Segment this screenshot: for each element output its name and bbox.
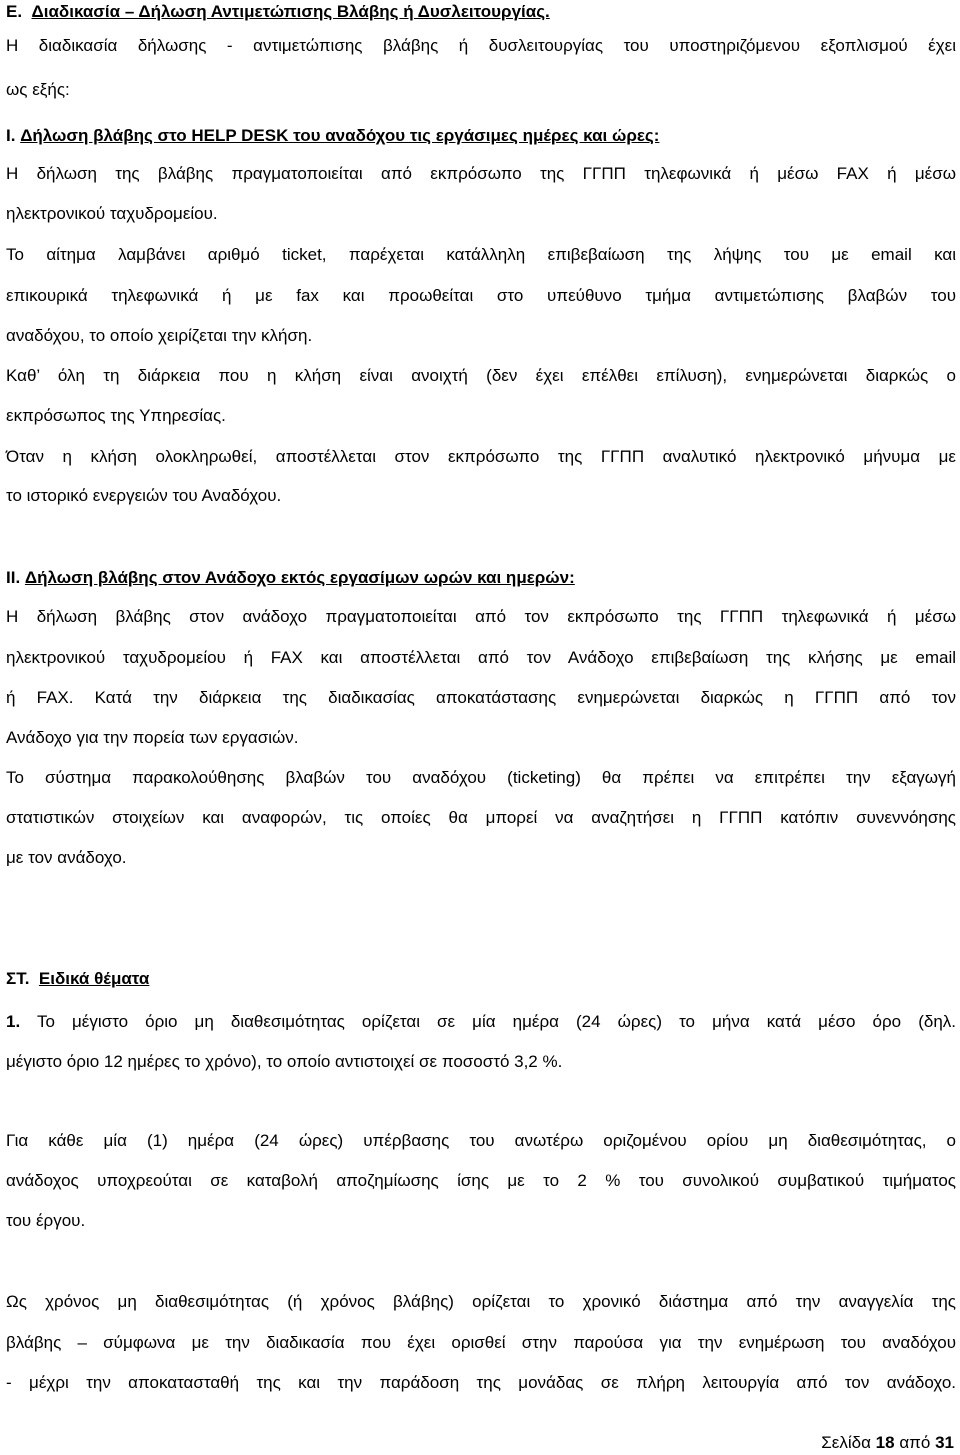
paragraph-line: Η δήλωση βλάβης στον ανάδοχο πραγματοποιείται από τον εκπρόσωπο της ΓΓΠΠ τηλεφωνικά ή μέσω bbox=[6, 607, 956, 626]
list-item-1-text: Το μέγιστο όριο μη διαθεσιμότητας ορίζεται σε μία ημέρα (24 ώρες) το μήνα κατά μέσο όρο (δηλ. bbox=[36, 1012, 957, 1031]
section-e-title: Διαδικασία – Δήλωση Αντιμετώπισης Βλάβης ή Δυσλειτουργίας. bbox=[31, 2, 550, 21]
paragraph-line: μέγιστο όριο 12 ημέρες το χρόνο), το οποίο αντιστοιχεί σε ποσοστό 3,2 %. bbox=[6, 1052, 563, 1071]
page-label: Σελίδα bbox=[821, 1433, 871, 1452]
section-e-intro-line: ως εξής: bbox=[6, 80, 70, 99]
section-st-prefix: ΣΤ. bbox=[6, 969, 30, 988]
paragraph-line: Όταν η κλήση ολοκληρωθεί, αποστέλλεται στον εκπρόσωπο της ΓΓΠΠ αναλυτικό ηλεκτρονικό μήνυμα με bbox=[6, 447, 956, 466]
section-st-heading bbox=[6, 967, 956, 991]
paragraph-line: Ανάδοχο για την πορεία των εργασιών. bbox=[6, 728, 299, 747]
list-item-1-line bbox=[6, 1010, 956, 1034]
page-current: 18 bbox=[875, 1433, 895, 1452]
paragraph-line: βλάβης – σύμφωνα με την διαδικασία που έχει ορισθεί στην παρούσα για την ενημέρωση του αναδόχου bbox=[6, 1333, 956, 1352]
paragraph-line: - μέχρι την αποκατασταθή της και την παράδοση της μονάδας σε πλήρη λειτουργία από τον ανάδοχο. bbox=[6, 1373, 956, 1392]
paragraph-line: του έργου. bbox=[6, 1211, 86, 1230]
paragraph-line: ή FAX. Κατά την διάρκεια της διαδικασίας αποκατάστασης ενημερώνεται διαρκώς η ΓΓΠΠ από τον bbox=[6, 688, 956, 707]
section-e-prefix: Ε. bbox=[6, 2, 23, 21]
paragraph-line: εκπρόσωπος της Υπηρεσίας. bbox=[6, 406, 226, 425]
page-of-label: από bbox=[899, 1433, 931, 1452]
paragraph-line: στατιστικών στοιχείων και αναφορών, τις οποίες θα μπορεί να αναζητήσει η ΓΓΠΠ κατόπιν συνεννόησης bbox=[6, 808, 956, 827]
paragraph-line: Καθ’ όλη τη διάρκεια που η κλήση είναι ανοιχτή (δεν έχει επέλθει επίλυση), ενημερώνεται διαρκώς ο bbox=[6, 366, 956, 385]
subsection-ii-heading bbox=[6, 566, 956, 590]
paragraph-line: ηλεκτρονικού ταχυδρομείου ή FAX και αποστέλλεται από τον Ανάδοχο επιβεβαίωση της κλήσης με email bbox=[6, 648, 956, 667]
paragraph-line: Για κάθε μία (1) ημέρα (24 ώρες) υπέρβασης του ανωτέρω οριζομένου ορίου μη διαθεσιμότητας, ο bbox=[6, 1131, 956, 1150]
paragraph-line: Το αίτημα λαμβάνει αριθμό ticket, παρέχεται κατάλληλη επιβεβαίωση της λήψης του με email και bbox=[6, 245, 956, 264]
paragraph-line: Η δήλωση της βλάβης πραγματοποιείται από εκπρόσωπο της ΓΓΠΠ τηλεφωνικά ή μέσω FAX ή μέσω bbox=[6, 164, 956, 183]
subsection-i-title: Δήλωση βλάβης στο HELP DESK του αναδόχου τις εργάσιμες ημέρες και ώρες: bbox=[20, 126, 660, 145]
page-total: 31 bbox=[935, 1433, 954, 1452]
subsection-i-prefix: I. bbox=[6, 126, 16, 145]
paragraph-line: επικουρικά τηλεφωνικά ή με fax και προωθείται στο υπεύθυνο τμήμα αντιμετώπισης βλαβών του bbox=[6, 286, 956, 305]
section-e-intro-line: Η διαδικασία δήλωσης - αντιμετώπισης βλάβης ή δυσλειτουργίας του υποστηριζόμενου εξοπλισμού έχει bbox=[6, 36, 956, 55]
section-e-heading bbox=[6, 0, 956, 24]
paragraph-line: Το σύστημα παρακολούθησης βλαβών του αναδόχου (ticketing) θα πρέπει να επιτρέπει την εξαγωγή bbox=[6, 768, 956, 787]
paragraph-line: ανάδοχος υποχρεούται σε καταβολή αποζημίωσης ίσης με το 2 % του συνολικού συμβατικού τιμήματος bbox=[6, 1171, 956, 1190]
subsection-i-heading bbox=[6, 124, 956, 148]
subsection-ii-title: Δήλωση βλάβης στον Ανάδοχο εκτός εργασίμων ωρών και ημερών: bbox=[24, 568, 575, 587]
paragraph-line: Ως χρόνος μη διαθεσιμότητας (ή χρόνος βλάβης) ορίζεται το χρονικό διάστημα από την αναγγελία της bbox=[6, 1292, 956, 1311]
paragraph-line: ηλεκτρονικού ταχυδρομείου. bbox=[6, 204, 218, 223]
paragraph-line: αναδόχου, το οποίο χειρίζεται την κλήση. bbox=[6, 326, 313, 345]
subsection-ii-prefix: II. bbox=[6, 568, 21, 587]
section-st-title: Ειδικά θέματα bbox=[38, 969, 150, 988]
page-number-footer bbox=[821, 1432, 954, 1454]
paragraph-line: με τον ανάδοχο. bbox=[6, 848, 127, 867]
list-item-1-number: 1. bbox=[6, 1012, 21, 1031]
paragraph-line: το ιστορικό ενεργειών του Αναδόχου. bbox=[6, 486, 282, 505]
